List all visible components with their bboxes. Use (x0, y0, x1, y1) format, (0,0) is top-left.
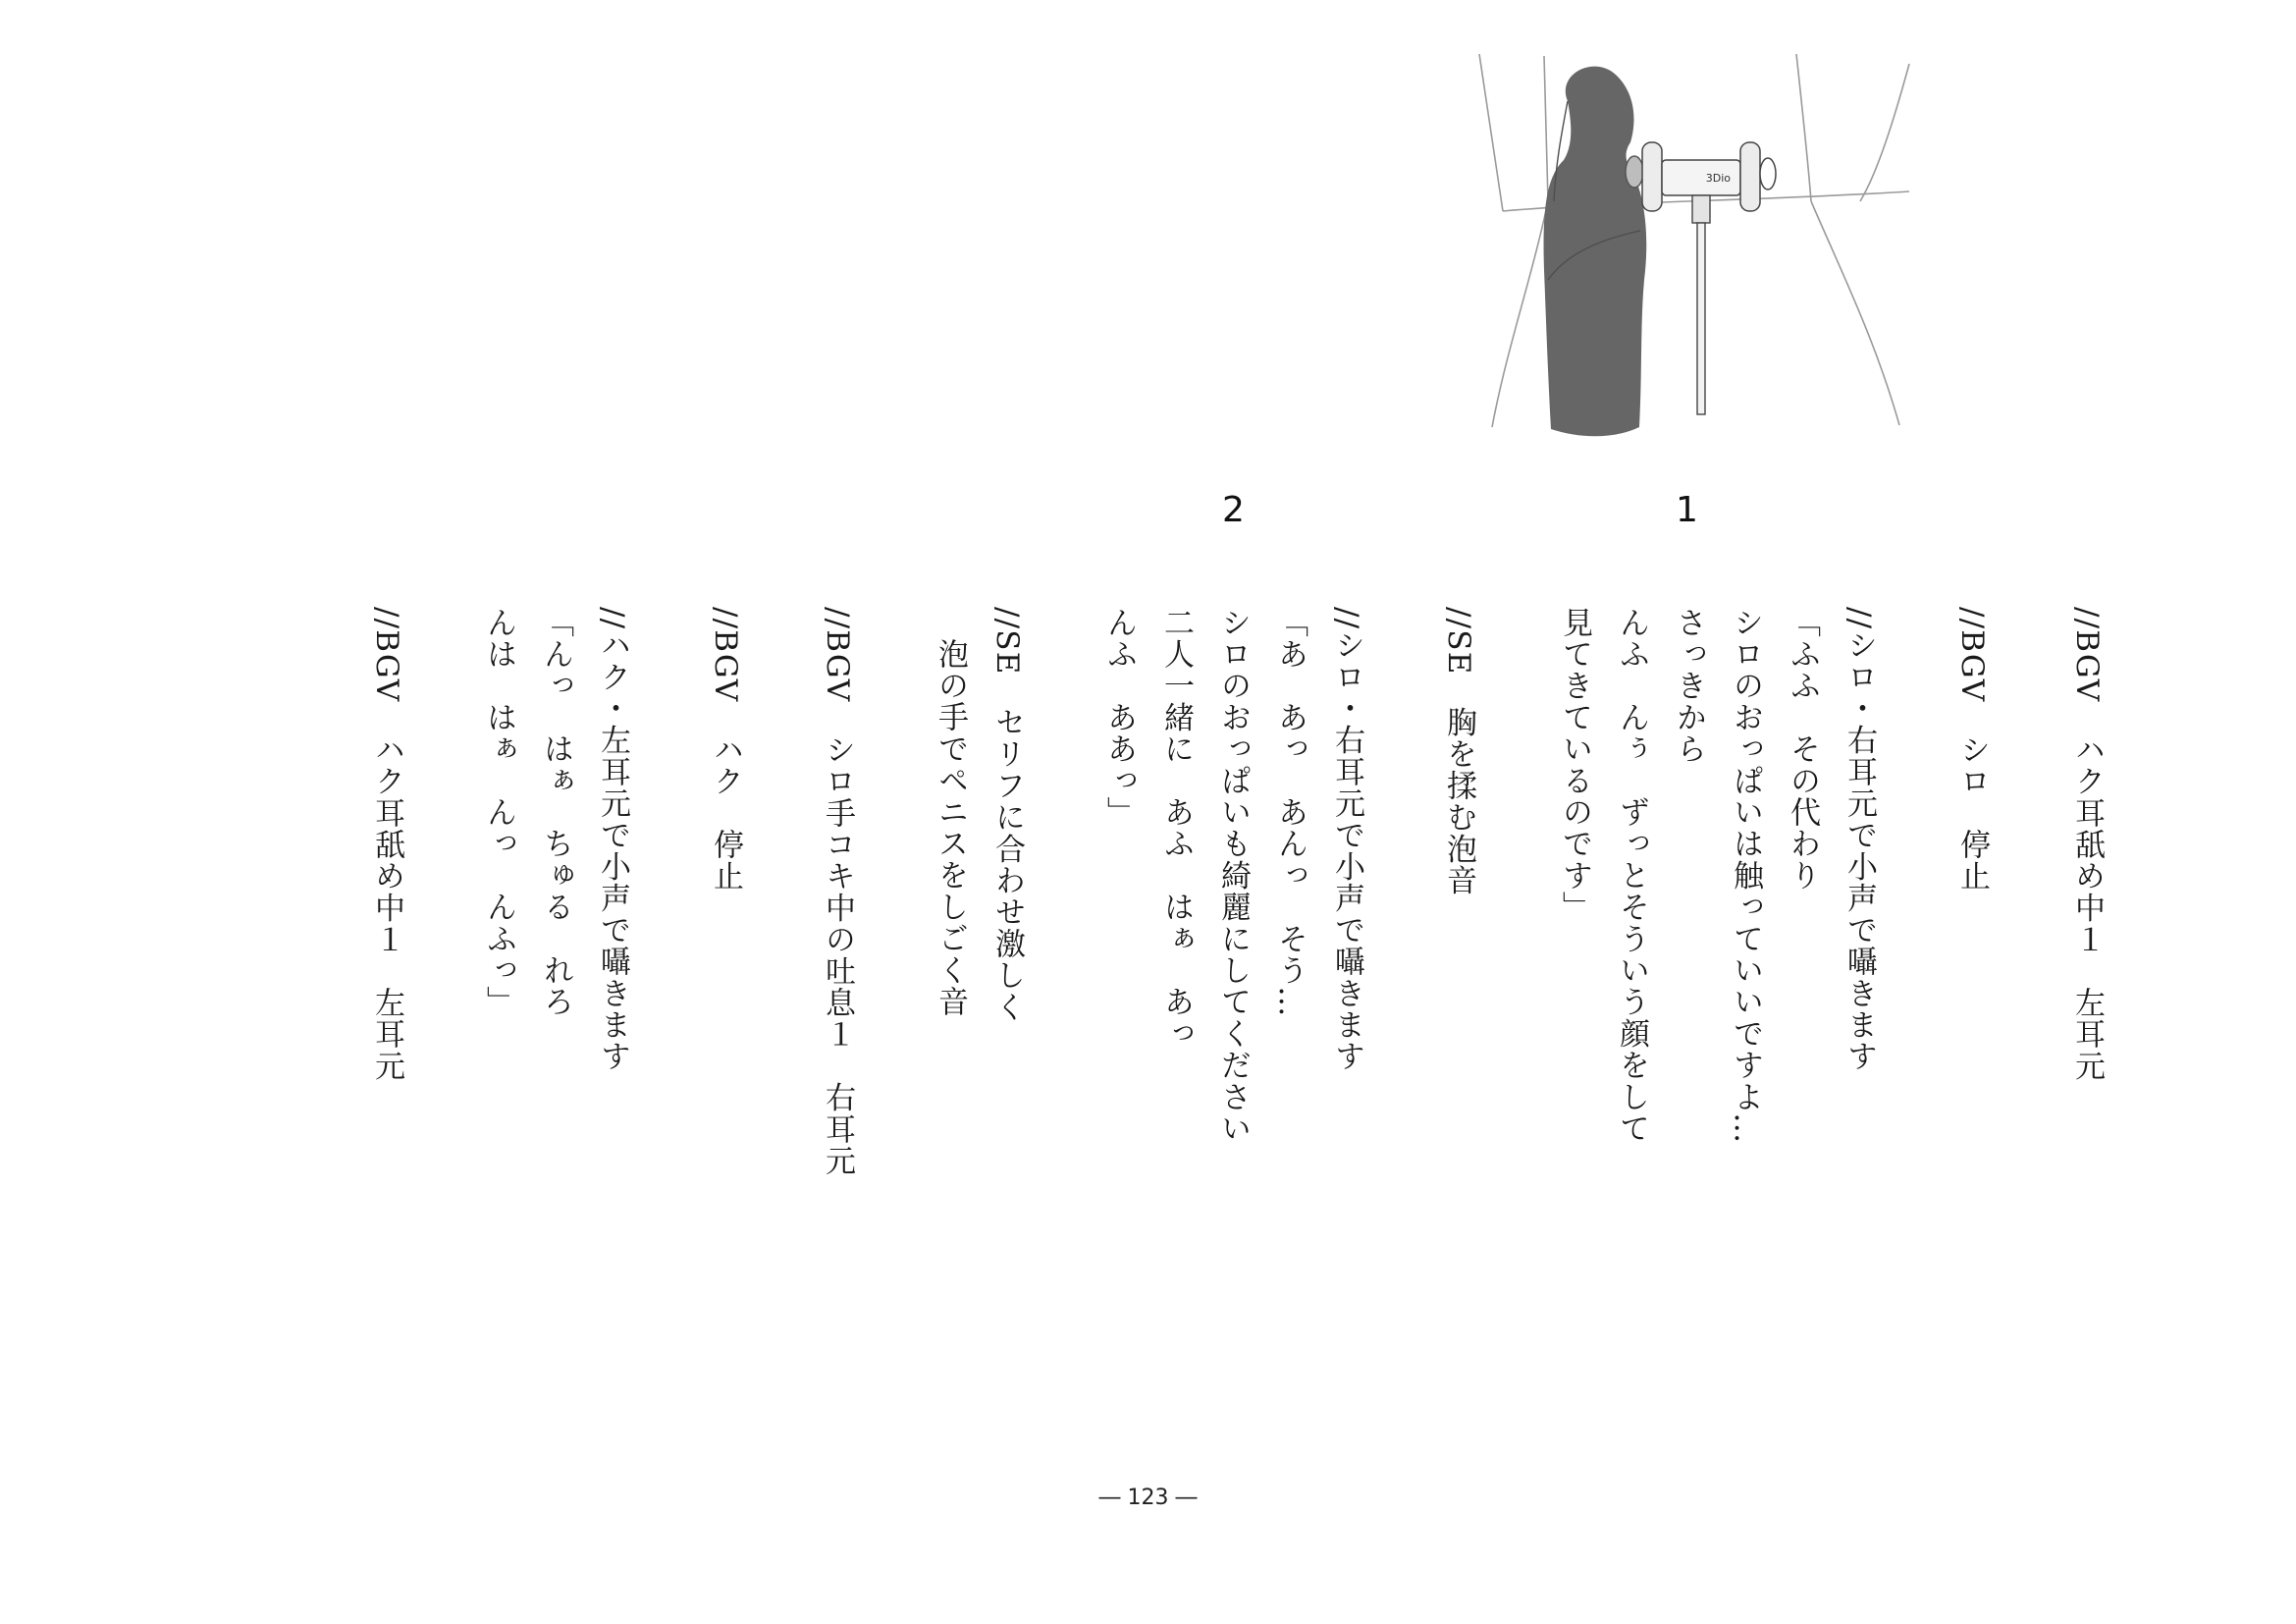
script-line: シロのおっぱいも綺麗にしてください (1215, 607, 1251, 1145)
mic-brand-label: 3Dio (1705, 172, 1731, 185)
script-line: んふ ああっ」 (1101, 607, 1137, 829)
script-line: シロのおっぱいは触っていいですよ… (1728, 607, 1763, 1145)
script-line: んふ んぅ ずっとそういう顔をして (1614, 607, 1649, 1145)
mic-right-pad (1740, 142, 1760, 211)
script-line: //BGV ハク 停止 (708, 607, 743, 893)
script-line: //シロ・右耳元で小声で囁きます (1842, 607, 1877, 1073)
script-line: //シロ・右耳元で小声で囁きます (1329, 607, 1364, 1073)
room-left-curtain (1479, 54, 1503, 211)
script-line: さっきから (1671, 607, 1706, 765)
left-ear (1626, 156, 1643, 188)
script-line: //BGV シロ手コキ中の吐息１ 右耳元 (820, 607, 855, 1177)
script-line: 「んっ はぁ ちゅる れろ (538, 607, 573, 1018)
page-number: ― 123 ― (1098, 1486, 1198, 1510)
script-line: 二人一緒に あふ はぁ あっ (1158, 607, 1194, 1050)
mic-mount (1692, 195, 1710, 223)
script-line: んは はぁ んっ んふっ」 (481, 607, 516, 1018)
room-floor-right (1811, 201, 1899, 425)
script-line: 見てきているのです」 (1557, 607, 1592, 923)
section-marker-2: 2 (1222, 490, 1245, 530)
room-right-curtain (1860, 64, 1909, 201)
script-line: //BGV ハク耳舐め中１ 左耳元 (2069, 607, 2105, 1082)
right-ear-cup (1760, 158, 1776, 189)
script-line: 「あ あっ あんっ そう… (1272, 607, 1308, 1018)
script-line: 「ふふ その代わり (1785, 607, 1820, 892)
mic-stand-pole (1697, 223, 1705, 414)
room-back-right-edge (1796, 54, 1811, 201)
script-line: //BGV シロ 停止 (1954, 607, 1990, 893)
section-marker-1: 1 (1676, 490, 1698, 530)
script-line: //SE セリフに合わせ激しく (989, 607, 1025, 1023)
script-line: //BGV ハク耳舐め中１ 左耳元 (369, 607, 404, 1082)
mic-left-pad (1642, 142, 1662, 211)
script-line: 泡の手でペニスをしごく音 (933, 638, 968, 1018)
room-back-left-edge (1544, 56, 1548, 201)
binaural-mic-illustration (1477, 54, 1914, 447)
dummy-head-silhouette (1544, 67, 1647, 437)
script-line: //ハク・左耳元で小声で囁きます (595, 607, 630, 1073)
script-line: //SE 胸を揉む泡音 (1441, 607, 1476, 896)
room-floor-left (1492, 201, 1548, 427)
